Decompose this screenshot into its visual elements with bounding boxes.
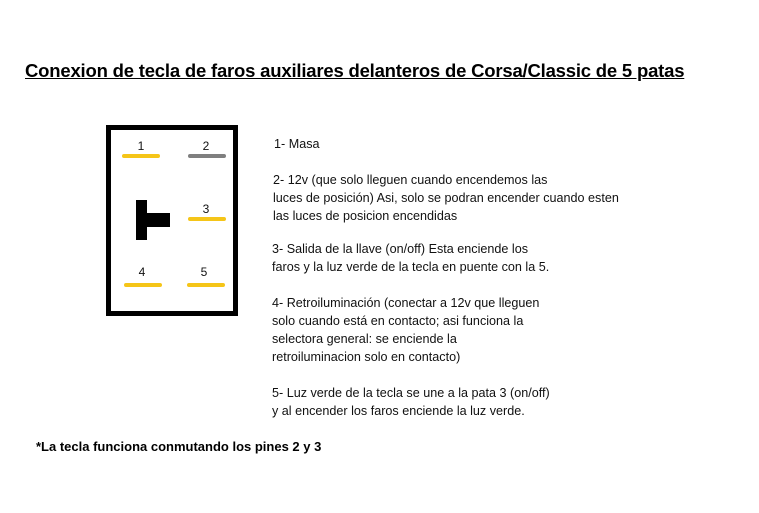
pin-1-terminal [122, 154, 160, 158]
desc-line: solo cuando está en contacto; asi funciona la [272, 314, 524, 328]
switch-t-symbol-vertical [136, 200, 147, 240]
pin-2-description [273, 171, 619, 225]
pin-2-label: 2 [202, 139, 210, 153]
pin-3-label: 3 [202, 202, 210, 216]
pin-5-description [272, 384, 550, 420]
pin-4-description [272, 294, 539, 366]
footnote: *La tecla funciona conmutando los pines 2 y 3 [36, 439, 322, 454]
pin-5-label: 5 [200, 265, 208, 279]
switch-t-symbol-horizontal [147, 213, 170, 227]
desc-line: 2- 12v (que solo lleguen cuando encendemos las [273, 173, 548, 187]
desc-line: y al encender los faros enciende la luz verde. [272, 404, 525, 418]
desc-line: 5- Luz verde de la tecla se une a la pata 3 (on/off) [272, 386, 550, 400]
desc-line: luces de posición) Asi, solo se podran encender cuando esten [273, 191, 619, 205]
desc-line: 3- Salida de la llave (on/off) Esta enciende los [272, 242, 528, 256]
pin-4-terminal [124, 283, 162, 287]
desc-line: las luces de posicion encendidas [273, 209, 458, 223]
pin-1-description [274, 135, 320, 153]
pin-5-terminal [187, 283, 225, 287]
pin-2-terminal [188, 154, 226, 158]
desc-line: 4- Retroiluminación (conectar a 12v que lleguen [272, 296, 540, 310]
pin-4-label: 4 [138, 265, 146, 279]
desc-line: retroiluminacion solo en contacto) [272, 350, 461, 364]
desc-line: faros y la luz verde de la tecla en puente con la 5. [272, 260, 550, 274]
pin-1-label: 1 [137, 139, 145, 153]
pin-3-terminal [188, 217, 226, 221]
desc-line: selectora general: se enciende la [272, 332, 457, 346]
page-title: Conexion de tecla de faros auxiliares delanteros de Corsa/Classic de 5 patas [25, 60, 685, 81]
pin-3-description [272, 240, 549, 276]
desc-line: 1- Masa [274, 137, 320, 151]
